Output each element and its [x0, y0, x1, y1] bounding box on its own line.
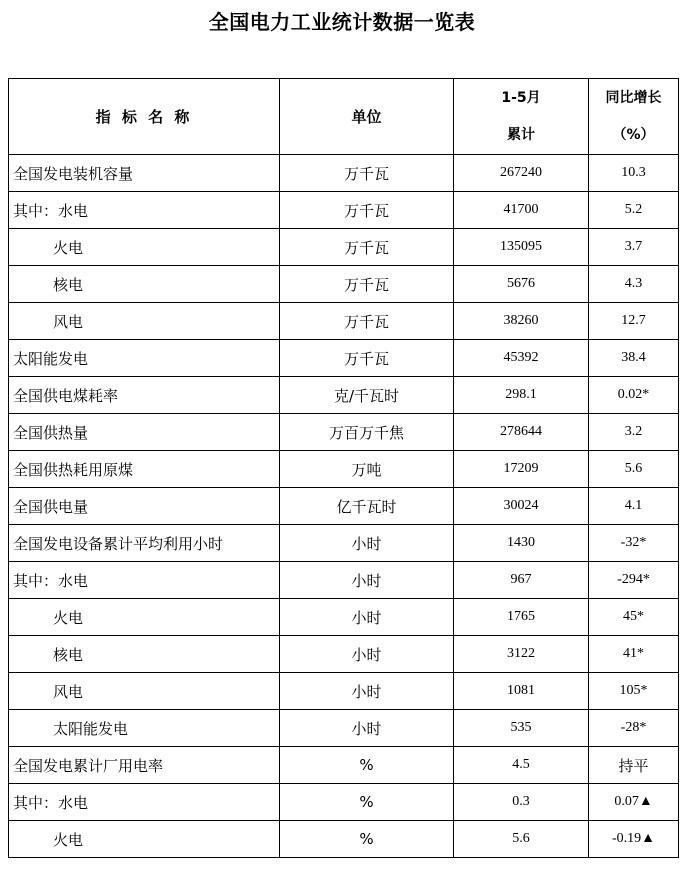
row-unit: 万千瓦 — [280, 155, 454, 192]
page-title: 全国电力工业统计数据一览表 — [208, 10, 476, 34]
row-yoy: 0.07▲ — [589, 784, 679, 821]
row-unit: % — [280, 747, 454, 784]
table-row — [9, 229, 679, 266]
row-value: 298.1 — [454, 377, 589, 414]
header-yoy — [589, 79, 679, 155]
row-value: 4.5 — [454, 747, 589, 784]
table-row — [9, 673, 679, 710]
header-unit: 单位 — [280, 79, 454, 155]
row-value: 38260 — [454, 303, 589, 340]
row-yoy: 105* — [589, 673, 679, 710]
row-value: 278644 — [454, 414, 589, 451]
row-unit: 万千瓦 — [280, 303, 454, 340]
row-value: 45392 — [454, 340, 589, 377]
row-yoy: 45* — [589, 599, 679, 636]
row-yoy: 持平 — [589, 747, 679, 784]
row-value: 535 — [454, 710, 589, 747]
table-row — [9, 414, 679, 451]
row-yoy: 41* — [589, 636, 679, 673]
row-name: 全国发电累计厂用电率 — [9, 747, 280, 784]
row-unit: 小时 — [280, 636, 454, 673]
row-value: 0.3 — [454, 784, 589, 821]
row-name: 风电 — [9, 673, 280, 710]
row-name: 全国供电量 — [9, 488, 280, 525]
row-yoy: -32* — [589, 525, 679, 562]
row-unit: 万千瓦 — [280, 340, 454, 377]
table-row — [9, 525, 679, 562]
header-name: 指 标 名 称 — [9, 79, 280, 155]
statistics-table — [8, 78, 679, 858]
row-unit: % — [280, 784, 454, 821]
row-unit: 万千瓦 — [280, 229, 454, 266]
row-unit: 小时 — [280, 673, 454, 710]
table-row — [9, 192, 679, 229]
row-value: 30024 — [454, 488, 589, 525]
row-value: 967 — [454, 562, 589, 599]
row-name: 核电 — [9, 266, 280, 303]
row-unit: 万百万千焦 — [280, 414, 454, 451]
row-name: 全国发电装机容量 — [9, 155, 280, 192]
header-period — [454, 79, 589, 155]
header-period-line1: 1-5月 — [501, 89, 541, 106]
row-value: 17209 — [454, 451, 589, 488]
table-row — [9, 488, 679, 525]
table-row — [9, 155, 679, 192]
row-name: 太阳能发电 — [9, 340, 280, 377]
row-name: 其中：水电 — [9, 562, 280, 599]
row-name: 火电 — [9, 821, 280, 858]
row-unit: 万千瓦 — [280, 266, 454, 303]
row-unit: 小时 — [280, 710, 454, 747]
table-row — [9, 451, 679, 488]
row-unit: 亿千瓦时 — [280, 488, 454, 525]
table-row — [9, 266, 679, 303]
row-value: 5.6 — [454, 821, 589, 858]
row-yoy: 4.3 — [589, 266, 679, 303]
row-unit: 万千瓦 — [280, 192, 454, 229]
row-yoy: -28* — [589, 710, 679, 747]
row-yoy: 3.7 — [589, 229, 679, 266]
row-yoy: -294* — [589, 562, 679, 599]
table-row — [9, 747, 679, 784]
row-name: 全国供热量 — [9, 414, 280, 451]
row-name: 其中：水电 — [9, 784, 280, 821]
row-name: 全国供电煤耗率 — [9, 377, 280, 414]
row-name: 火电 — [9, 229, 280, 266]
row-unit: 小时 — [280, 562, 454, 599]
row-yoy: 4.1 — [589, 488, 679, 525]
table-header — [9, 79, 679, 155]
row-value: 1081 — [454, 673, 589, 710]
row-yoy: 12.7 — [589, 303, 679, 340]
table-row — [9, 710, 679, 747]
row-value: 135095 — [454, 229, 589, 266]
row-unit: 克/千瓦时 — [280, 377, 454, 414]
row-name: 核电 — [9, 636, 280, 673]
row-name: 其中：水电 — [9, 192, 280, 229]
row-yoy: 10.3 — [589, 155, 679, 192]
row-name: 风电 — [9, 303, 280, 340]
header-period-line2: 累计 — [507, 126, 535, 143]
table-row — [9, 636, 679, 673]
row-value: 41700 — [454, 192, 589, 229]
table-row — [9, 821, 679, 858]
row-yoy: 38.4 — [589, 340, 679, 377]
row-unit: % — [280, 821, 454, 858]
row-value: 1430 — [454, 525, 589, 562]
table-body — [9, 155, 679, 858]
table-row — [9, 303, 679, 340]
header-yoy-line2: （%） — [612, 126, 655, 143]
row-unit: 小时 — [280, 599, 454, 636]
header-yoy-line1: 同比增长 — [605, 89, 662, 106]
row-yoy: -0.19▲ — [589, 821, 679, 858]
table-row — [9, 562, 679, 599]
row-value: 1765 — [454, 599, 589, 636]
row-yoy: 3.2 — [589, 414, 679, 451]
row-yoy: 5.6 — [589, 451, 679, 488]
table-row — [9, 599, 679, 636]
table-row — [9, 784, 679, 821]
row-name: 太阳能发电 — [9, 710, 280, 747]
row-value: 3122 — [454, 636, 589, 673]
row-name: 火电 — [9, 599, 280, 636]
row-name: 全国供热耗用原煤 — [9, 451, 280, 488]
row-yoy: 5.2 — [589, 192, 679, 229]
table-row — [9, 377, 679, 414]
row-name: 全国发电设备累计平均利用小时 — [9, 525, 280, 562]
table-row — [9, 340, 679, 377]
row-unit: 万吨 — [280, 451, 454, 488]
row-value: 267240 — [454, 155, 589, 192]
row-yoy: 0.02* — [589, 377, 679, 414]
row-unit: 小时 — [280, 525, 454, 562]
row-value: 5676 — [454, 266, 589, 303]
